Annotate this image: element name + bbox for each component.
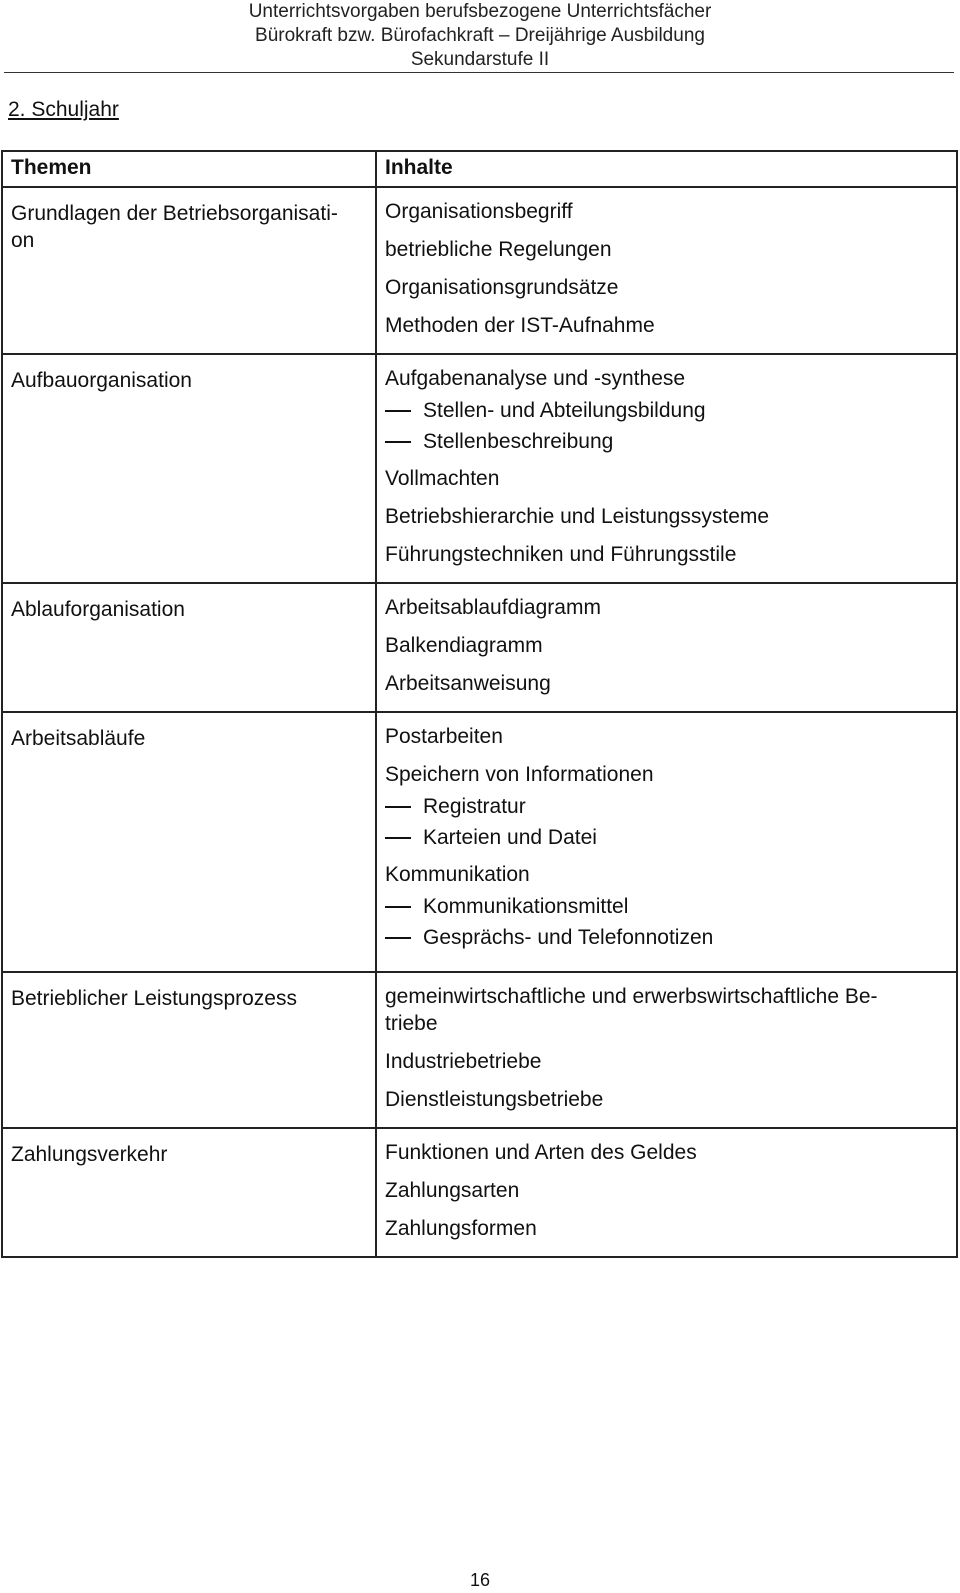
sub-item-label: Registratur — [423, 795, 526, 818]
dash-bullet-icon — [385, 837, 411, 839]
content-sub-item — [385, 824, 948, 851]
theme-label: Betrieblicher Leistungsprozess — [11, 987, 297, 1010]
theme-cell — [2, 1128, 376, 1257]
table-row — [2, 1128, 957, 1257]
content-sub-item — [385, 397, 948, 424]
table-row — [2, 187, 957, 354]
content-item: Vollmachten — [385, 467, 500, 490]
content-item: Postarbeiten — [385, 725, 503, 748]
header-line-1: Unterrichtsvorgaben berufsbezogene Unterrichtsfächer — [248, 1, 712, 22]
theme-label: Zahlungsverkehr — [11, 1143, 168, 1166]
theme-cell — [2, 354, 376, 583]
content-item: Aufgabenanalyse und -synthese — [385, 367, 686, 390]
header-line-2: Bürokraft bzw. Bürofachkraft – Dreijährige Ausbildung — [255, 25, 705, 46]
content-item: betriebliche Regelungen — [385, 238, 612, 261]
theme-cell — [2, 972, 376, 1128]
header-line-3: Sekundarstufe II — [410, 49, 550, 70]
page-number: 16 — [469, 1570, 491, 1590]
sub-item-label: Stellen- und Abteilungsbildung — [423, 399, 706, 422]
dash-bullet-icon — [385, 806, 411, 808]
content-list — [385, 584, 948, 711]
content-list — [385, 355, 948, 582]
content-item: Betriebshierarchie und Leistungssysteme — [385, 505, 770, 528]
content-item: Zahlungsformen — [385, 1217, 537, 1240]
table-header-row — [2, 151, 957, 187]
sub-item-label: Kommunikationsmittel — [423, 895, 629, 918]
content-item: Methoden der IST-Aufnahme — [385, 314, 655, 337]
dash-bullet-icon — [385, 906, 411, 908]
content-item: Dienstleistungsbetriebe — [385, 1088, 604, 1111]
content-item: Zahlungsarten — [385, 1179, 520, 1202]
theme-label: Arbeitsabläufe — [11, 727, 146, 750]
dash-bullet-icon — [385, 441, 411, 443]
content-list — [385, 1129, 948, 1256]
theme-label: Grundlagen der Betriebsorganisati- on — [11, 202, 338, 252]
content-cell — [376, 1128, 957, 1257]
content-sub-item — [385, 893, 948, 920]
content-sub-item — [385, 793, 948, 820]
theme-cell — [2, 583, 376, 712]
column-header-themen: Themen — [2, 151, 376, 187]
content-item: Kommunikation — [385, 863, 530, 886]
content-cell — [376, 972, 957, 1128]
content-cell — [376, 354, 957, 583]
sub-item-label: Gesprächs- und Telefonnotizen — [423, 926, 714, 949]
dash-bullet-icon — [385, 410, 411, 412]
content-cell — [376, 187, 957, 354]
content-sub-item — [385, 924, 948, 951]
sub-item-label: Stellenbeschreibung — [423, 430, 614, 453]
column-header-inhalte: Inhalte — [376, 151, 957, 187]
content-item: Speichern von Informationen — [385, 763, 654, 786]
table-body — [2, 187, 957, 1257]
content-item: Arbeitsablaufdiagramm — [385, 596, 601, 619]
content-list — [385, 713, 948, 971]
dash-bullet-icon — [385, 937, 411, 939]
content-cell — [376, 712, 957, 972]
content-list — [385, 973, 948, 1127]
content-list — [385, 188, 948, 353]
theme-label: Aufbauorganisation — [11, 369, 192, 392]
curriculum-table — [1, 150, 958, 1258]
sub-item-label: Karteien und Datei — [423, 826, 597, 849]
theme-label: Ablauforganisation — [11, 598, 185, 621]
content-item: Führungstechniken und Führungsstile — [385, 543, 737, 566]
table-row — [2, 354, 957, 583]
content-sub-item — [385, 428, 948, 455]
theme-cell — [2, 187, 376, 354]
content-item: Industriebetriebe — [385, 1050, 542, 1073]
header-divider — [4, 72, 954, 73]
theme-cell — [2, 712, 376, 972]
table-row — [2, 583, 957, 712]
content-item: Organisationsgrundsätze — [385, 276, 619, 299]
section-title: 2. Schuljahr — [8, 98, 119, 121]
content-item: Organisationsbegriff — [385, 200, 573, 223]
content-cell — [376, 583, 957, 712]
content-item: Funktionen und Arten des Geldes — [385, 1141, 697, 1164]
content-item: Balkendiagramm — [385, 634, 543, 657]
table-row — [2, 712, 957, 972]
document-header — [0, 0, 960, 72]
content-item: gemeinwirtschaftliche und erwerbswirtschaftliche Be- triebe — [385, 985, 878, 1035]
table-row — [2, 972, 957, 1128]
content-item: Arbeitsanweisung — [385, 672, 551, 695]
